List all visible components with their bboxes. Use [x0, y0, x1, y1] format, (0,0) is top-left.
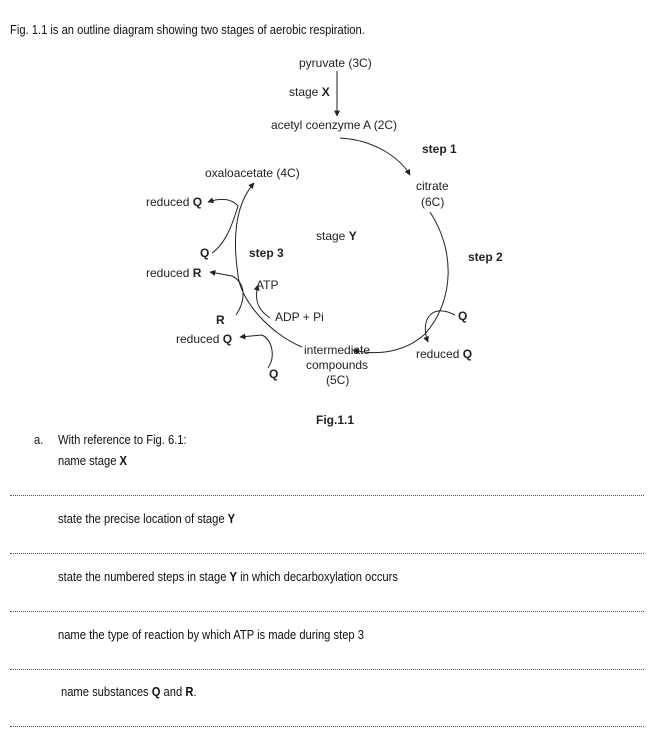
q-label-1: Q	[200, 246, 210, 260]
part-label: a.	[34, 432, 44, 447]
acetyl-coa-label: acetyl coenzyme A (2C)	[271, 118, 398, 132]
question-2: state the precise location of stage Y	[58, 511, 236, 526]
r-label: R	[216, 313, 225, 327]
atp-label: ATP	[256, 278, 279, 292]
pyruvate-label: pyruvate (3C)	[299, 56, 372, 70]
citrate-carbon-label: (6C)	[421, 195, 445, 209]
q-label-2: Q	[269, 367, 279, 381]
q-loop-bottom	[240, 335, 272, 368]
step3-label: step 3	[249, 246, 284, 260]
step2-q-loop	[425, 311, 455, 342]
intro-text: Fig. 1.1 is an outline diagram showing two stages of aerobic respiration.	[10, 22, 365, 37]
answer-line-3[interactable]	[10, 611, 644, 612]
reduced-r-label: reduced R	[146, 266, 202, 280]
figure-caption: Fig.1.1	[316, 413, 355, 427]
question-3: state the numbered steps in stage Y in which decarboxylation occurs	[58, 569, 398, 584]
five-c-label: (5C)	[326, 373, 350, 387]
adp-pi-label: ADP + Pi	[275, 310, 324, 324]
reduced-q-label-2: reduced Q	[176, 332, 233, 346]
question-1: name stage X	[58, 453, 127, 468]
reduced-q-label-1: reduced Q	[146, 195, 203, 209]
compounds-label: compounds	[306, 358, 369, 372]
intermediate-label: intermediate	[304, 343, 371, 357]
oxaloacetate-label: oxaloacetate (4C)	[205, 166, 300, 180]
answer-line-1[interactable]	[10, 495, 644, 496]
step2-arc-upper	[425, 212, 448, 334]
stage-y-label: stage Y	[316, 229, 357, 243]
question-lead: With reference to Fig. 6.1:	[58, 432, 187, 447]
reduced-q-label-3: reduced Q	[416, 347, 473, 361]
step2-label: step 2	[468, 250, 503, 264]
answer-line-5[interactable]	[10, 726, 644, 727]
oxaloacetate-q-loop	[208, 199, 238, 253]
answer-line-4[interactable]	[10, 669, 644, 670]
step1-label: step 1	[422, 142, 457, 156]
answer-line-2[interactable]	[10, 553, 644, 554]
q-label-3: Q	[458, 309, 468, 323]
question-4: name the type of reaction by which ATP is made during step 3	[58, 627, 364, 642]
citrate-label: citrate	[416, 179, 449, 193]
step3-arc-upper	[235, 183, 254, 275]
question-5: name substances Q and R.	[61, 684, 197, 699]
step1-arc	[340, 138, 410, 175]
stage-x-label: stage X	[289, 85, 330, 99]
